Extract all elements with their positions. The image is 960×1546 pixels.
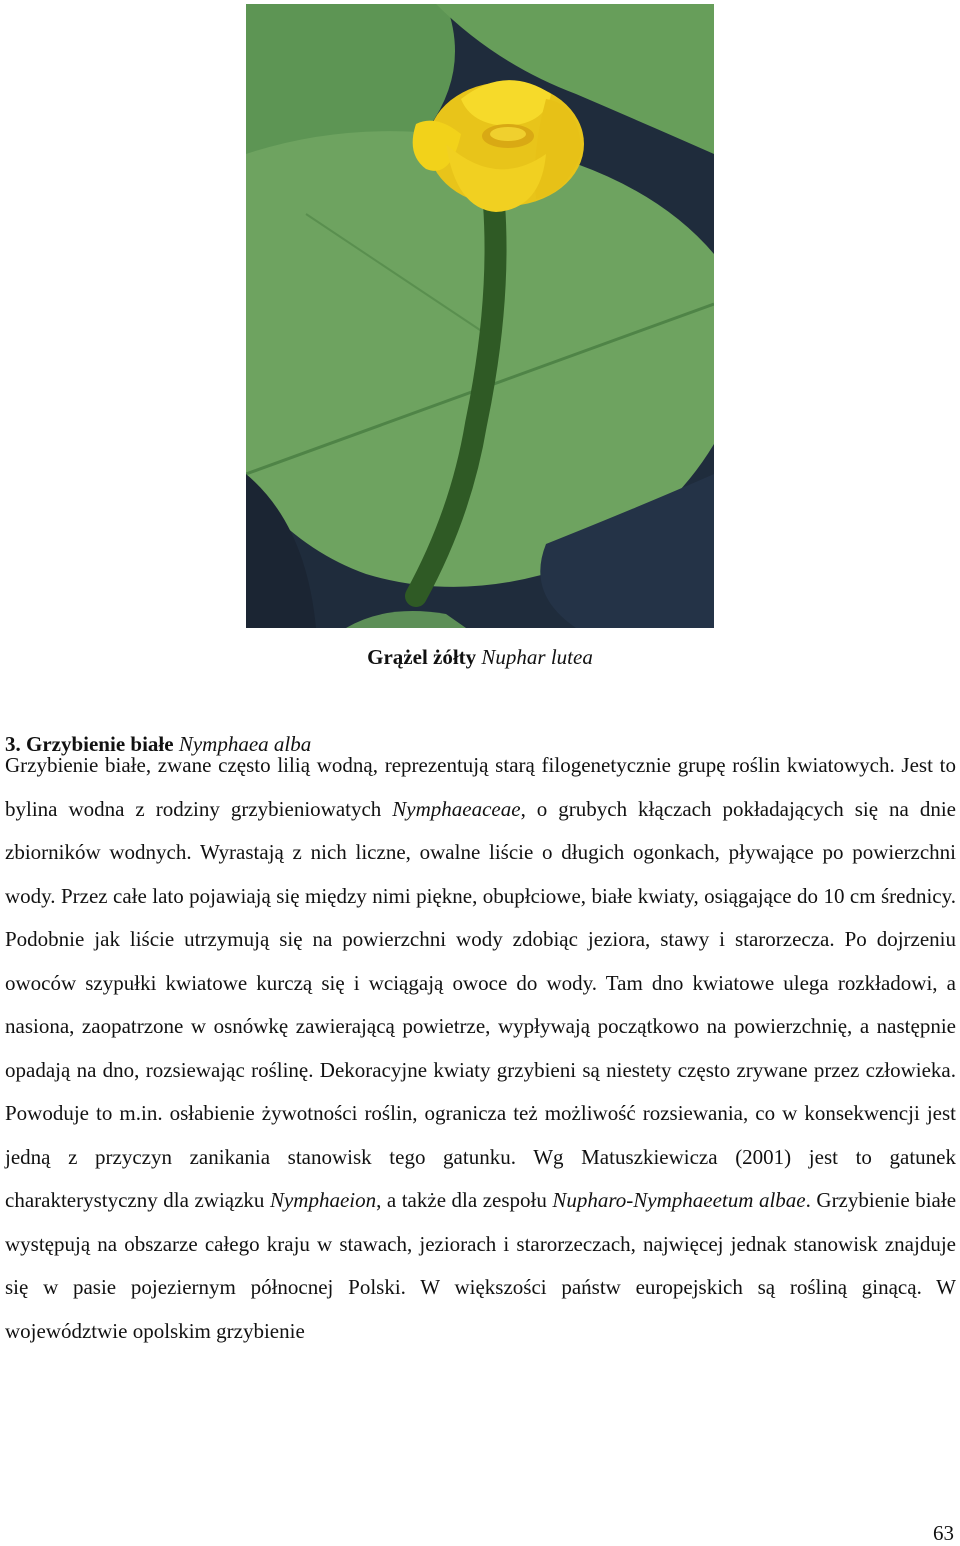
body-paragraph (5, 744, 956, 1353)
caption-latin-name: Nuphar lutea (481, 645, 593, 669)
water-lily-photo (246, 4, 714, 628)
latin-family-name: Nymphaeaceae (392, 796, 521, 821)
photo-illustration (246, 4, 714, 628)
latin-alliance-name: Nymphaeion (269, 1188, 377, 1212)
heading-common-name: 3. Grzybienie białe (5, 732, 174, 756)
latin-association-name: Nupharo-Nymphaeetum albae (552, 1188, 806, 1212)
caption-common-name: Grążel żółty (367, 645, 477, 669)
body-text (5, 744, 956, 1353)
page-number: 63 (933, 1521, 954, 1545)
body-text-part3: , a także dla zespołu (376, 1188, 553, 1212)
body-text-part1: Grzybienie białe, zwane często lilią wodną, reprezentują starą filogenetycznie grupę roślin kwiatowych. Jest to bylina wodna z rodziny grzybieniowatych (5, 753, 956, 821)
figure-caption (0, 642, 960, 672)
heading-latin-name: Nymphaea alba (178, 732, 312, 756)
body-text-part4: . Grzybienie białe występują na obszarze całego kraju w stawach, jeziorach i starorzeczach, najwięcej jednak stanowisk znajduje się w pasie pojeziernym północnej Polski. W większości państw europejskich są rośliną ginącą. W województwie opolskim grzybienie (5, 1188, 957, 1343)
body-text-part2: , o grubych kłączach pokładających się na dnie zbiorników wodnych. Wyrastają z nich liczne, owalne liście o długich ogonkach, pływające po powierzchni wody. Przez całe lato pojawiają się między nimi piękne, obupłciowe, białe kwiaty, osiągające do 10 cm średnicy. Podobnie jak liście utrzymują się na powierzchni wody zdobiąc jeziora, stawy i starorzecza. Po dojrzeniu owoców szypułki kwiatowe kurczą się i wciągają owoce do wody. Tam dno kwiatowe ulega rozkładowi, a nasiona, zaopatrzone w osnówkę zawierającą powietrze, wypływają początkowo na powierzchnię, a następnie opadają na dno, rozsiewając roślinę. Dekoracyjne kwiaty grzybieni są niestety często zrywane przez człowieka. Powoduje to m.in. osłabienie żywotności roślin, ogranicza też możliwość rozsiewania, co w konsekwencji jest jedną z przyczyn zanikania stanowisk tego gatunku. Wg Matuszkiewicza (2001) jest to gatunek charakterystyczny dla związku (5, 796, 956, 1212)
